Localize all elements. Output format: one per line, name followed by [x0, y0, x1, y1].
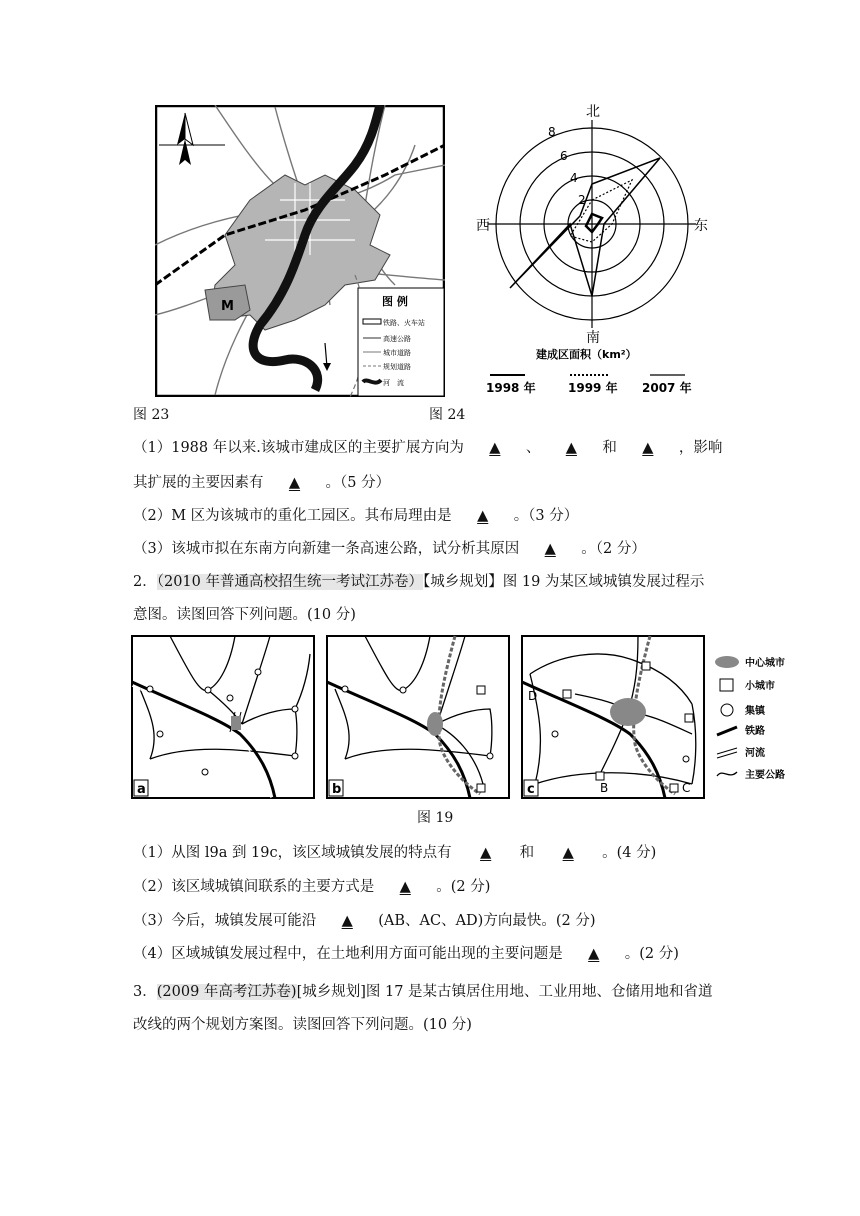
- dir-west: 西: [476, 218, 490, 234]
- s3-line2: 改线的两个规划方案图。读图回答下列问题。(10 分): [133, 1017, 472, 1033]
- svg-text:图 例: 图 例: [382, 295, 408, 308]
- figure-19: [130, 634, 842, 802]
- area-label: 建成区面积（km²）: [536, 348, 637, 361]
- point-d: D: [528, 689, 538, 703]
- panel-a: [132, 636, 314, 798]
- svg-text:中心城市: 中心城市: [745, 658, 785, 669]
- svg-text:集镇: 集镇: [745, 706, 765, 717]
- svg-text:规划道路: 规划道路: [383, 363, 411, 371]
- fig24-caption: 图 24: [429, 407, 466, 423]
- figure-23-map: [155, 105, 445, 397]
- s2-q4: （4）区域城镇发展过程中，在土地利用方面可能出现的主要问题是 ▲ 。(2 分): [133, 946, 679, 962]
- q1-part2: （2）M 区为该城市的重化工园区。其布局理由是 ▲ 。（3 分）: [133, 508, 579, 524]
- dir-east: 东: [694, 218, 708, 234]
- s2-q2: （2）该区域城镇间联系的主要方式是 ▲ 。(2 分): [133, 879, 491, 895]
- panel-c-label: c: [527, 782, 535, 797]
- point-b: B: [600, 781, 609, 795]
- svg-text:城市道路: 城市道路: [383, 349, 411, 357]
- legend-2007: 2007 年: [642, 381, 692, 395]
- svg-text:小城市: 小城市: [745, 681, 775, 692]
- panel-b-label: b: [332, 782, 342, 797]
- svg-text:铁路: 铁路: [745, 726, 765, 737]
- svg-text:铁路、火车站: 铁路、火车站: [383, 319, 425, 327]
- s2-q1: （1）从图 l9a 到 19c，该区域城镇发展的特点有 ▲ 和 ▲ 。(4 分): [133, 845, 657, 861]
- dir-north: 北: [586, 104, 600, 120]
- m-label: M: [221, 299, 234, 314]
- q1-line2: 其扩展的主要因素有 ▲ 。（5 分）: [133, 475, 391, 491]
- s2-q3: （3）今后，城镇发展可能沿 ▲ (AB、AC、AD)方向最快。(2 分): [133, 913, 596, 929]
- fig19-caption: 图 19: [417, 810, 454, 826]
- s3-heading: 3．(2009 年高考江苏卷)[城乡规划]图 17 是某古镇居住用地、工业用地、仓储用地和省道: [133, 984, 713, 1000]
- dir-south: 南: [586, 330, 600, 346]
- legend-1998: 1998 年: [486, 381, 536, 395]
- svg-text:高速公路: 高速公路: [383, 335, 411, 343]
- tick-8: 8: [548, 125, 556, 139]
- series-1999: [570, 180, 632, 242]
- fig19-legend: [715, 656, 785, 781]
- series-1998: [586, 214, 602, 232]
- svg-text:河 流: 河 流: [383, 379, 404, 387]
- q1-part3: （3）该城市拟在东南方向新建一条高速公路，试分析其原因 ▲ 。（2 分）: [133, 541, 646, 557]
- figure-24-radar: [470, 100, 720, 400]
- svg-text:主要公路: 主要公路: [745, 770, 785, 781]
- q1-line1: （1）1988 年以来.该城市建成区的主要扩展方向为 ▲ 、 ▲ 和 ▲ ，影响: [133, 440, 723, 456]
- panel-b: [327, 636, 509, 798]
- series-2007: [510, 158, 660, 296]
- panel-a-label: a: [137, 782, 146, 797]
- s2-line2: 意图。读图回答下列问题。(10 分): [133, 607, 356, 623]
- fig23-legend: [358, 288, 444, 396]
- s2-heading: 2．（2010 年普通高校招生统一考试江苏卷）【城乡规划】图 19 为某区域城镇发展过程示: [133, 574, 705, 590]
- tick-4: 4: [570, 171, 578, 185]
- svg-text:河流: 河流: [745, 748, 765, 759]
- point-c: C: [682, 781, 691, 795]
- tick-6: 6: [560, 149, 568, 163]
- fig23-caption: 图 23: [133, 407, 170, 423]
- panel-c: [522, 636, 704, 798]
- legend-1999: 1999 年: [568, 381, 618, 395]
- tick-2: 2: [578, 193, 586, 207]
